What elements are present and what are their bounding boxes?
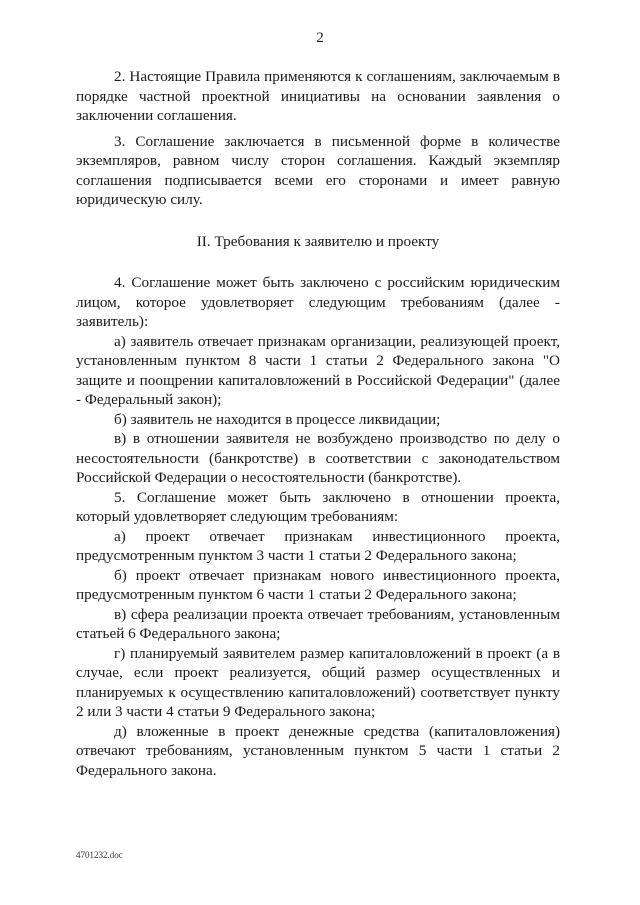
paragraph-5g: г) планируемый заявителем размер капиталовложений в проект (а в случае, если проект реализуется, общий размер осуществленных и планируемых к осуществлению капиталовложений) соответствует пункту 2 или 3 части 4 статьи 9 Федерального закона;	[76, 644, 560, 720]
paragraph-2: 2. Настоящие Правила применяются к соглашениям, заключаемым в порядке частной проектной инициативы на основании заявления о заключении соглашения.	[76, 68, 560, 124]
paragraph-4v: в) в отношении заявителя не возбуждено производство по делу о несостоятельности (банкротстве) в соответствии с законодательством Российской Федерации о несостоятельности (банкротстве).	[76, 430, 560, 486]
page-number: 2	[316, 30, 324, 46]
paragraph-5: 5. Соглашение может быть заключено в отношении проекта, который удовлетворяет следующим требованиям:	[76, 488, 560, 525]
paragraph-4b: б) заявитель не находится в процессе ликвидации;	[114, 410, 441, 428]
paragraph-5v: в) сфера реализации проекта отвечает требованиям, установленным статьей 6 Федерального закона;	[76, 605, 560, 642]
section-heading: II. Требования к заявителю и проекту	[196, 232, 440, 250]
paragraph-5d: д) вложенные в проект денежные средства (капиталовложения) отвечают требованиям, установленным пунктом 5 части 1 статьи 2 Федерального закона.	[76, 722, 560, 779]
footer-file-name: 4701232.doc	[76, 850, 123, 860]
paragraph-3: 3. Соглашение заключается в письменной форме в количестве экземпляров, равном числу сторон соглашения. Каждый экземпляр соглашения подписывается всеми его сторонами и имеет равную юридическую силу.	[76, 132, 560, 208]
document-body	[76, 67, 560, 780]
paragraph-4a: а) заявитель отвечает признакам организации, реализующей проект, установленным пунктом 8 части 1 статьи 2 Федерального закона "О защите и поощрении капиталовложений в Российской Федерации" (далее - Федеральный закон);	[76, 332, 560, 408]
paragraph-5b: б) проект отвечает признакам нового инвестиционного проекта, предусмотренным пунктом 6 части 1 статьи 2 Федерального закона;	[76, 566, 560, 603]
paragraph-4: 4. Соглашение может быть заключено с российским юридическим лицом, которое удовлетворяет следующим требованиям (далее - заявитель):	[76, 274, 560, 330]
paragraph-5a: а) проект отвечает признакам инвестиционного проекта, предусмотренным пунктом 3 части 1 статьи 2 Федерального закона;	[76, 527, 560, 564]
